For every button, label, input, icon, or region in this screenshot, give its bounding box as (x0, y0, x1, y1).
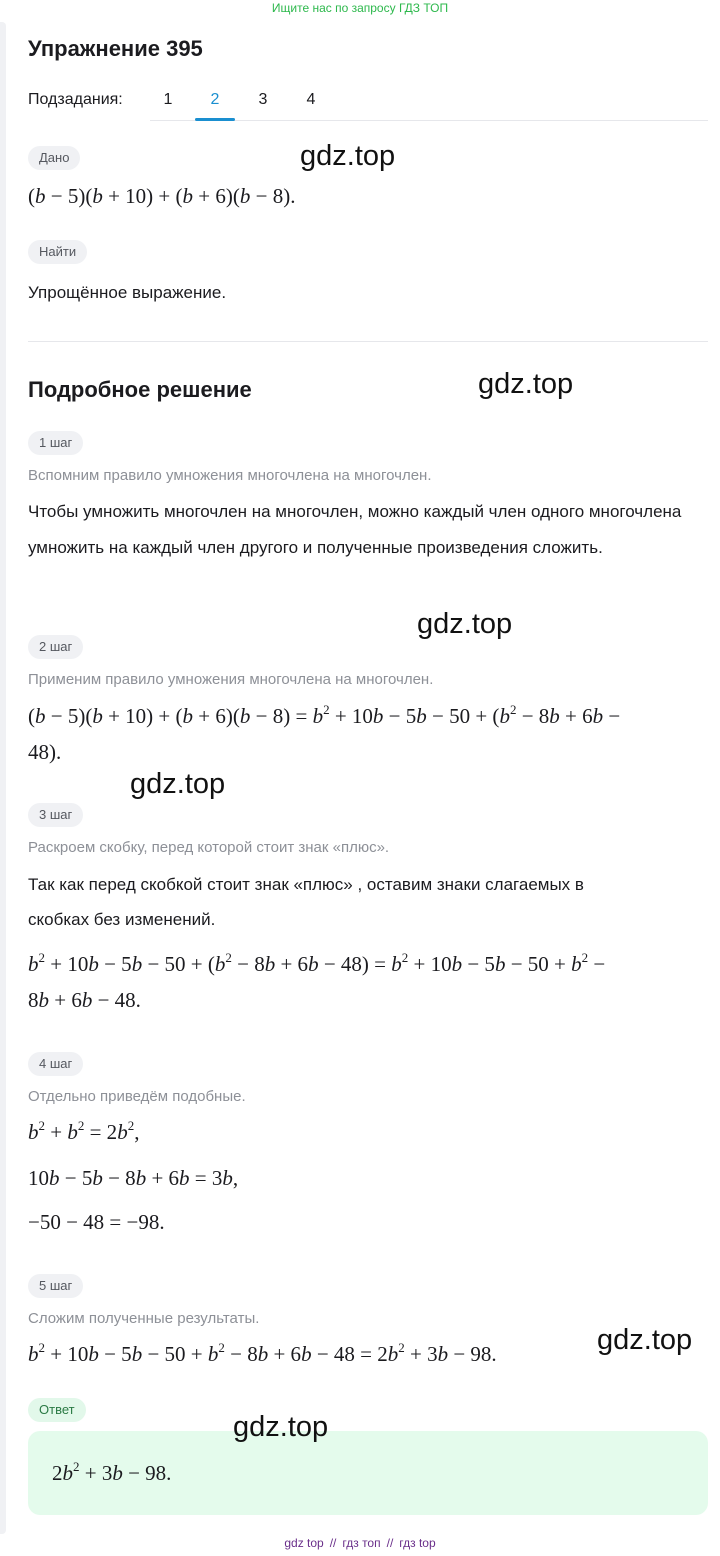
step-3-math-line-2: 8b + 6b − 48. (28, 988, 141, 1012)
top-banner-link[interactable]: Ищите нас по запросу ГДЗ ТОП (271, 1, 449, 15)
step-5-hint: Сложим полученные результаты. (28, 1310, 260, 1327)
watermark: gdz.top (417, 608, 513, 640)
active-tab-indicator (195, 118, 235, 121)
find-badge: Найти (28, 240, 87, 264)
step-3-badge: 3 шаг (28, 803, 83, 827)
step-4-math-line-3: −50 − 48 = −98. (28, 1210, 165, 1234)
step-4-math-line-1: $b^2 + b^2 = 2b^2$, (28, 1118, 140, 1144)
answer-expression: $2b^2 + 3b - 98$. (52, 1459, 172, 1485)
given-badge: Дано (28, 146, 80, 170)
step-3-text-line-1: Так как перед скобкой стоит знак «плюс» , оставим знаки слагаемых в (28, 875, 584, 894)
page-title: Упражнение 395 (28, 36, 203, 61)
answer-badge: Ответ (28, 1398, 86, 1422)
section-divider (28, 341, 708, 342)
step-4-math-line-2: 10b − 5b − 8b + 6b = 3b, (28, 1166, 239, 1190)
step-1-hint: Вспомним правило умножения многочлена на многочлен. (28, 467, 432, 484)
solution-title: Подробное решение (28, 377, 252, 402)
step-2-hint: Применим правило умножения многочлена на многочлен. (28, 671, 434, 688)
left-edge-shadow (0, 22, 6, 1534)
tab-subtask-3[interactable]: 3 (258, 91, 268, 108)
footer-link-2[interactable]: гдз топ (342, 1536, 381, 1550)
find-text: Упрощённое выражение. (28, 283, 227, 302)
watermark: gdz.top (478, 368, 574, 400)
footer-link-3[interactable]: гдз top (399, 1536, 436, 1550)
watermark: gdz.top (130, 768, 226, 800)
step-4-badge: 4 шаг (28, 1052, 83, 1076)
tab-subtask-4[interactable]: 4 (306, 91, 316, 108)
tab-subtask-1[interactable]: 1 (163, 91, 173, 108)
watermark: gdz.top (597, 1324, 693, 1356)
step-3-hint: Раскроем скобку, перед которой стоит знак «плюс». (28, 839, 390, 856)
step-2-math-line-2: 48). (28, 740, 62, 764)
watermark: gdz.top (300, 140, 396, 172)
step-5-math-line-1: $b^2 + 10b - 5b - 50 + b^2 - 8b + 6b - 48 = 2b^2 + 3b - 98$. (28, 1340, 497, 1366)
watermark: gdz.top (233, 1411, 329, 1443)
footer-links: gdz top // гдз топ // гдз top (284, 1536, 436, 1550)
step-1-badge: 1 шаг (28, 431, 83, 455)
step-1-text: Чтобы умножить многочлен на многочлен, можно каждый член одного многочлена умножить на каждый член другого и полученные произведения сложить. (28, 502, 682, 557)
step-4-hint: Отдельно приведём подобные. (28, 1088, 246, 1105)
step-5-badge: 5 шаг (28, 1274, 83, 1298)
step-3-math-line-1: $b^2 + 10b - 5b - 50 + (b^2 - 8b + 6b - 48) = b^2 + 10b - 5b - 50 + b^2$ − (28, 950, 606, 976)
step-2-math-line-1: $(b - 5)(b + 10) + (b + 6)(b - 8) = b^2 + 10b - 5b - 50 + (b^2 - 8b + 6b$ − (28, 702, 621, 728)
footer-link-1[interactable]: gdz top (284, 1536, 324, 1550)
tab-subtask-2[interactable]: 2 (210, 91, 220, 108)
step-2-badge: 2 шаг (28, 635, 83, 659)
subtasks-label: Подзадания: (28, 91, 123, 108)
step-3-text-line-2: скобках без изменений. (28, 910, 216, 929)
given-expression: (b − 5)(b + 10) + (b + 6)(b − 8). (28, 184, 296, 208)
